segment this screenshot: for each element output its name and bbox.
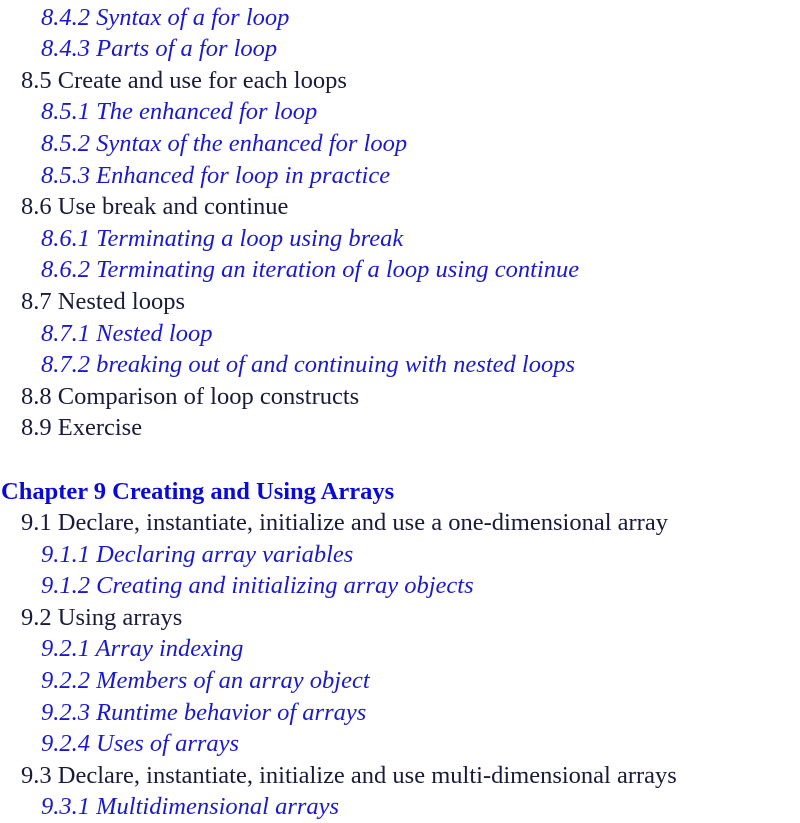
- toc-entry-9-1: 9.1 Declare, instantiate, initialize and use a one-dimensional array: [21, 509, 668, 537]
- toc-link-9-1-1[interactable]: 9.1.1 Declaring array variables: [41, 540, 354, 568]
- toc-entry-8-8: 8.8 Comparison of loop constructs: [21, 382, 360, 410]
- toc-link-8-5-3[interactable]: 8.5.3 Enhanced for loop in practice: [41, 161, 391, 189]
- toc-link-9-2-3[interactable]: 9.2.3 Runtime behavior of arrays: [41, 698, 367, 726]
- toc-link-8-6-2[interactable]: 8.6.2 Terminating an iteration of a loop using continue: [41, 256, 580, 284]
- chapter-spacer: [0, 444, 800, 476]
- toc-link-8-5-1[interactable]: 8.5.1 The enhanced for loop: [41, 98, 318, 126]
- toc-entry-8-6: 8.6 Use break and continue: [21, 193, 289, 221]
- toc-link-8-7-2[interactable]: 8.7.2 breaking out of and continuing with nested loops: [41, 351, 575, 379]
- toc-entry-8-9: 8.9 Exercise: [21, 414, 143, 442]
- toc-link-9-3-1[interactable]: 9.3.1 Multidimensional arrays: [41, 793, 340, 821]
- toc-entry-8-7: 8.7 Nested loops: [21, 287, 185, 315]
- toc-entry-8-5: 8.5 Create and use for each loops: [21, 66, 347, 94]
- toc-chapter-9-link[interactable]: Chapter 9 Creating and Using Arrays: [1, 477, 395, 505]
- toc-link-8-4-3[interactable]: 8.4.3 Parts of a for loop: [41, 35, 278, 63]
- toc-link-9-2-2[interactable]: 9.2.2 Members of an array object: [41, 667, 370, 695]
- toc-link-9-2-4[interactable]: 9.2.4 Uses of arrays: [41, 730, 240, 758]
- toc-link-8-6-1[interactable]: 8.6.1 Terminating a loop using break: [41, 224, 404, 252]
- toc-entry-9-3: 9.3 Declare, instantiate, initialize and use multi-dimensional arrays: [21, 761, 677, 789]
- toc-link-8-4-2[interactable]: 8.4.2 Syntax of a for loop: [41, 3, 290, 31]
- toc-link-9-2-1[interactable]: 9.2.1 Array indexing: [41, 635, 244, 663]
- toc-entry-9-2: 9.2 Using arrays: [21, 603, 183, 631]
- toc-link-9-1-2[interactable]: 9.1.2 Creating and initializing array objects: [41, 572, 474, 600]
- toc-link-8-7-1[interactable]: 8.7.1 Nested loop: [41, 319, 213, 347]
- toc-link-8-5-2[interactable]: 8.5.2 Syntax of the enhanced for loop: [41, 129, 408, 157]
